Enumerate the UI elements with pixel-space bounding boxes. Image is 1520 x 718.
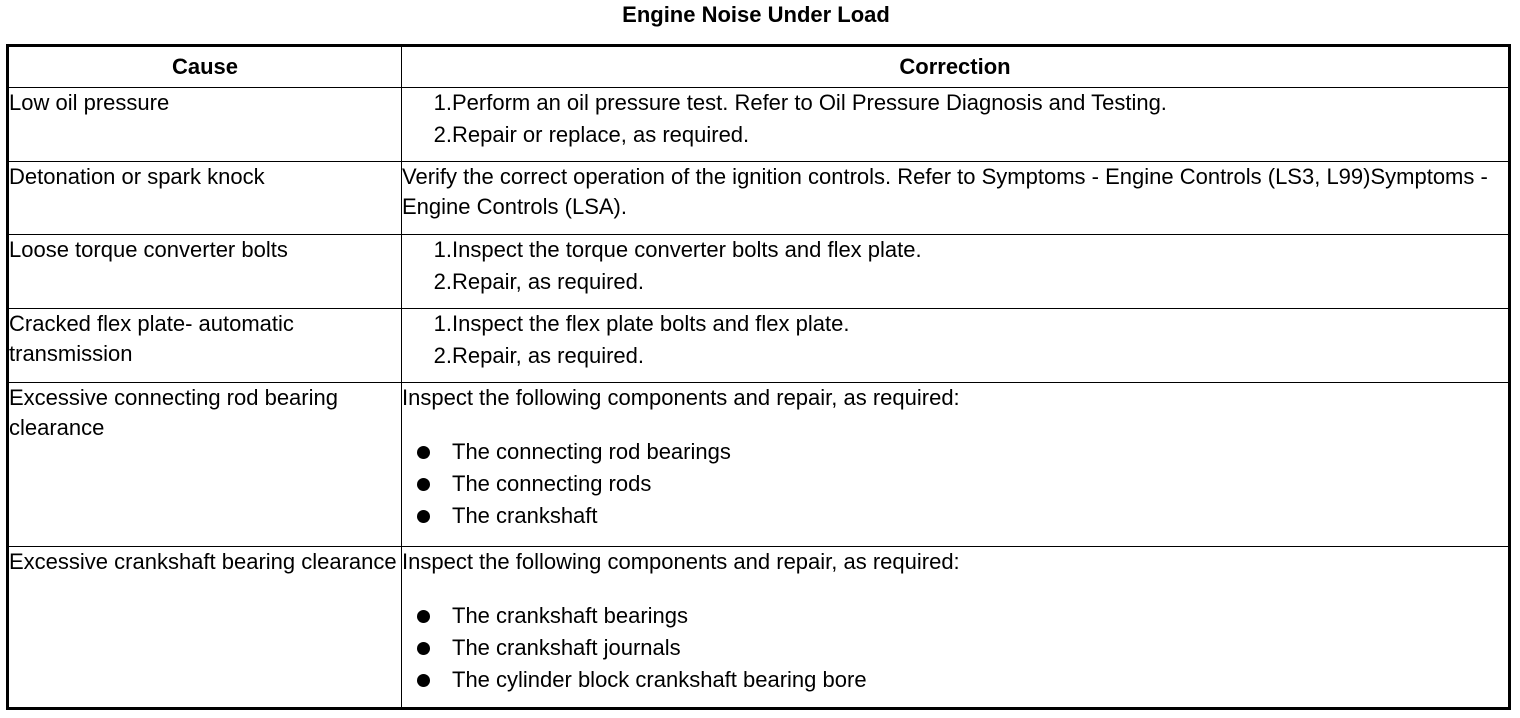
step-number: 2. <box>433 343 452 368</box>
steps-list <box>402 309 1508 373</box>
table-row <box>8 383 1510 547</box>
table-row <box>8 235 1510 309</box>
list-item <box>402 309 1508 341</box>
bullet-text: The connecting rod bearings <box>452 439 731 464</box>
table-row <box>8 309 1510 383</box>
bullet-list <box>402 437 1508 533</box>
steps-list <box>402 88 1508 152</box>
bullet-list <box>402 601 1508 697</box>
bullet-text: The crankshaft <box>452 503 598 528</box>
list-item <box>402 341 1508 373</box>
list-item <box>402 88 1508 120</box>
correction-intro: Inspect the following components and repair, as required: <box>402 549 960 574</box>
bullet-text: The crankshaft bearings <box>452 603 689 628</box>
correction-cell <box>402 383 1510 547</box>
bullet-icon <box>402 501 452 533</box>
step-text: Inspect the flex plate bolts and flex plate. <box>452 311 850 336</box>
list-item <box>402 267 1508 299</box>
correction-cell <box>402 235 1510 309</box>
list-item <box>402 469 1508 501</box>
correction-text: Verify the correct operation of the ignition controls. Refer to Symptoms - Engine Controls (LS3, L99)Symptoms - Engine Controls (LSA). <box>402 164 1488 219</box>
table-header-row <box>8 46 1510 88</box>
list-item <box>402 235 1508 267</box>
step-number: 2. <box>433 122 452 147</box>
correction-cell <box>402 162 1510 235</box>
correction-cell <box>402 547 1510 709</box>
bullet-text: The connecting rods <box>452 471 652 496</box>
list-item <box>402 437 1508 469</box>
cause-cell: Low oil pressure <box>8 88 402 162</box>
header-cause: Cause <box>8 46 402 88</box>
step-text: Repair or replace, as required. <box>452 122 750 147</box>
step-number: 1. <box>433 237 452 262</box>
cause-cell: Loose torque converter bolts <box>8 235 402 309</box>
table-row <box>8 88 1510 162</box>
step-number: 1. <box>433 90 452 115</box>
table-row <box>8 162 1510 235</box>
cause-cell: Detonation or spark knock <box>8 162 402 235</box>
step-text: Inspect the torque converter bolts and flex plate. <box>452 237 922 262</box>
diagnostic-table <box>6 44 1511 710</box>
bullet-icon <box>402 665 452 697</box>
list-item <box>402 501 1508 533</box>
bullet-icon <box>402 601 452 633</box>
step-text: Repair, as required. <box>452 343 644 368</box>
header-correction: Correction <box>402 46 1510 88</box>
cause-cell: Excessive connecting rod bearing clearance <box>8 383 402 547</box>
list-item <box>402 633 1508 665</box>
step-number: 2. <box>433 269 452 294</box>
steps-list <box>402 235 1508 299</box>
bullet-icon <box>402 469 452 501</box>
list-item <box>402 601 1508 633</box>
bullet-icon <box>402 633 452 665</box>
correction-intro: Inspect the following components and repair, as required: <box>402 385 960 410</box>
correction-cell <box>402 309 1510 383</box>
cause-cell: Excessive crankshaft bearing clearance <box>8 547 402 709</box>
step-text: Perform an oil pressure test. Refer to Oil Pressure Diagnosis and Testing. <box>452 90 1167 115</box>
list-item <box>402 665 1508 697</box>
page-title: Engine Noise Under Load <box>622 2 890 27</box>
step-number: 1. <box>433 311 452 336</box>
table-row <box>8 547 1510 709</box>
bullet-icon <box>402 437 452 469</box>
cause-cell: Cracked flex plate- automatic transmission <box>8 309 402 383</box>
correction-cell <box>402 88 1510 162</box>
bullet-text: The crankshaft journals <box>452 635 681 660</box>
list-item <box>402 120 1508 152</box>
step-text: Repair, as required. <box>452 269 644 294</box>
bullet-text: The cylinder block crankshaft bearing bore <box>452 667 867 692</box>
